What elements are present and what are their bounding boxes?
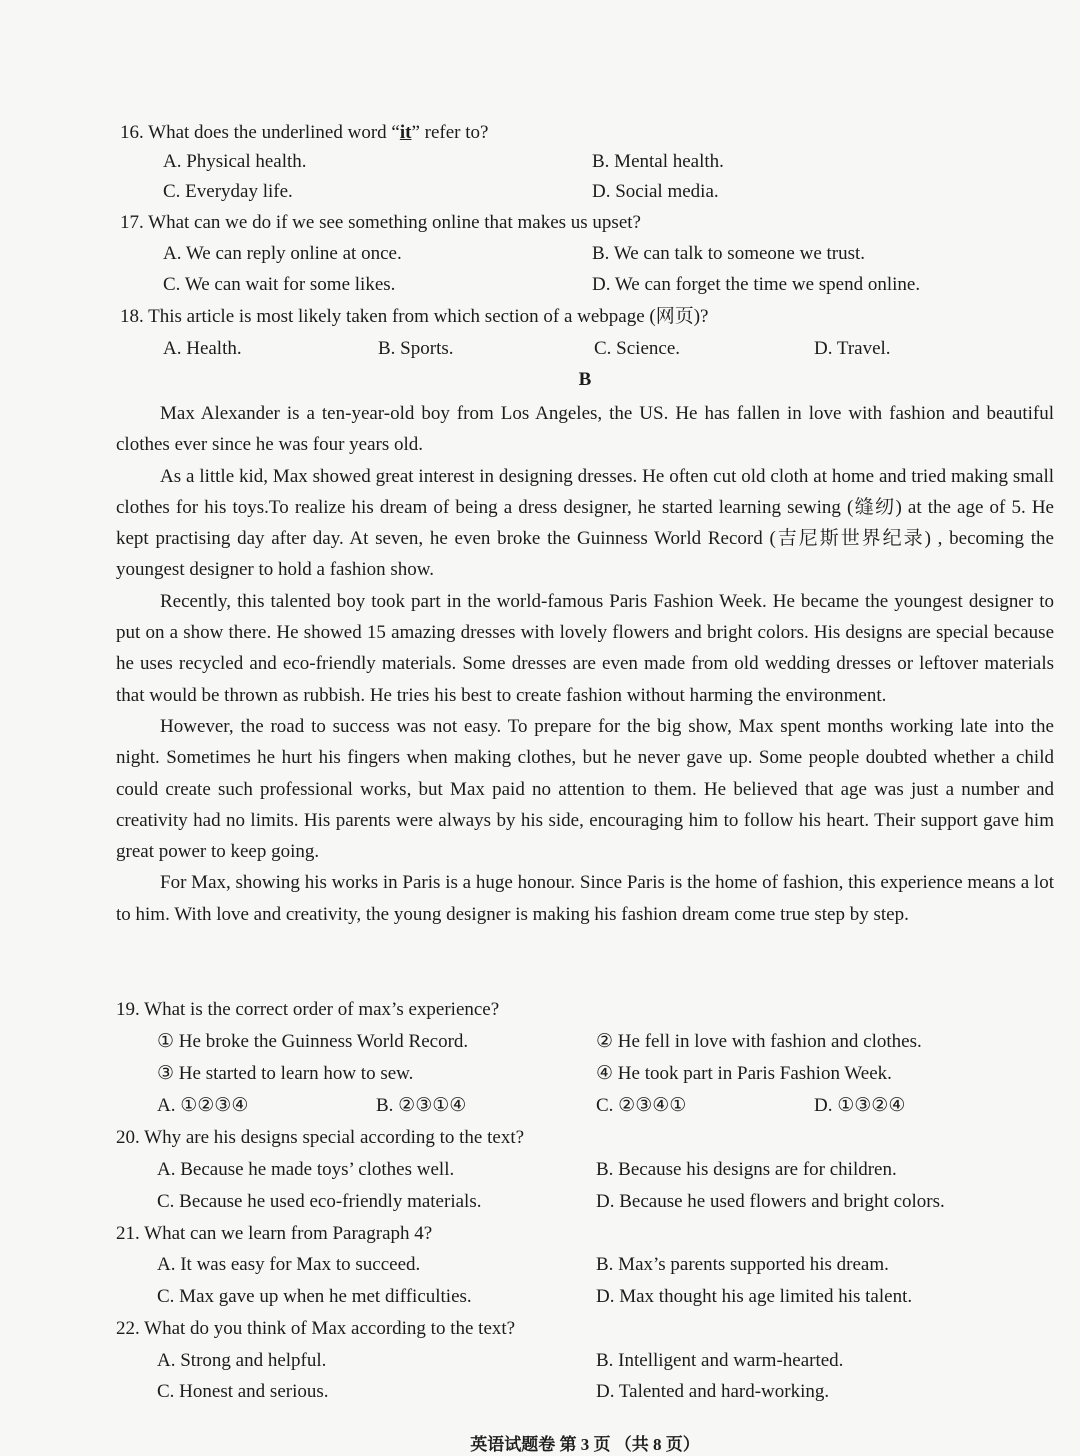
question-18-option-d: D. Travel. bbox=[814, 338, 891, 359]
question-19-event-2: ② He fell in love with fashion and clothes. bbox=[596, 1031, 922, 1052]
passage-paragraph-3: Recently, this talented boy took part in the world-famous Paris Fashion Week. He became the youngest designer to put on a show there. He showed 15 amazing dresses with lovely flowers and bright colors. His designs are special because he uses recycled and eco-friendly materials. Some dresses are even made from old wedding dresses or leftover materials that would be thrown as rubbish. He tries his best to create fashion without harming the environment. bbox=[116, 590, 1054, 706]
question-20-stem: 20. Why are his designs special according to the text? bbox=[116, 1127, 525, 1148]
question-22-option-c: C. Honest and serious. bbox=[157, 1381, 329, 1402]
question-16-option-d: D. Social media. bbox=[592, 181, 719, 202]
question-16-option-c: C. Everyday life. bbox=[163, 181, 293, 202]
question-18-option-a: A. Health. bbox=[163, 338, 242, 359]
section-b-heading: B bbox=[578, 369, 592, 390]
question-18-option-c: C. Science. bbox=[594, 338, 681, 359]
question-16-option-a: A. Physical health. bbox=[163, 151, 307, 172]
question-20-option-b: B. Because his designs are for children. bbox=[596, 1159, 897, 1180]
question-20-option-a: A. Because he made toys’ clothes well. bbox=[157, 1159, 455, 1180]
page-footer: 英语试题卷 第 3 页 （共 8 页） bbox=[470, 1435, 700, 1454]
question-22-option-b: B. Intelligent and warm-hearted. bbox=[596, 1350, 844, 1371]
question-19-option-a: A. ①②③④ bbox=[157, 1095, 249, 1116]
question-17-option-b: B. We can talk to someone we trust. bbox=[592, 243, 866, 264]
question-21-option-a: A. It was easy for Max to succeed. bbox=[157, 1254, 421, 1275]
question-21-stem: 21. What can we learn from Paragraph 4? bbox=[116, 1223, 433, 1244]
question-19-event-3: ③ He started to learn how to sew. bbox=[157, 1063, 414, 1084]
question-19-event-4: ④ He took part in Paris Fashion Week. bbox=[596, 1063, 892, 1084]
question-17-stem: 17. What can we do if we see something online that makes us upset? bbox=[120, 212, 641, 233]
question-17-option-a: A. We can reply online at once. bbox=[163, 243, 402, 264]
underlined-word: it bbox=[399, 122, 412, 143]
passage-paragraph-5: For Max, showing his works in Paris is a huge honour. Since Paris is the home of fashion, this experience means a lot to him. With love and creativity, the young designer is making his fashion dream come true step by step. bbox=[116, 872, 1054, 925]
question-18-option-b: B. Sports. bbox=[378, 338, 454, 359]
passage-paragraph-1: Max Alexander is a ten-year-old boy from Los Angeles, the US. He has fallen in love with fashion and beautiful clothes ever since he was four years old. bbox=[116, 403, 1054, 456]
question-19-option-d: D. ①③②④ bbox=[814, 1095, 906, 1116]
question-22-option-d: D. Talented and hard-working. bbox=[596, 1381, 830, 1402]
question-20-option-d: D. Because he used flowers and bright colors. bbox=[596, 1191, 945, 1212]
question-20-option-c: C. Because he used eco-friendly materials. bbox=[157, 1191, 482, 1212]
passage-paragraph-4: However, the road to success was not easy. To prepare for the big show, Max spent months working late into the night. Sometimes he hurt his fingers when making clothes, but he never gave up. Some people doubted whether a child could create such professional works, but Max paid no attention to them. He believed that age was just a number and creativity had no limits. His parents were always by his side, encouraging him to follow his heart. Their support gave him great power to keep going. bbox=[116, 715, 1054, 863]
question-19-option-c: C. ②③④① bbox=[596, 1095, 687, 1116]
passage-paragraph-2: As a little kid, Max showed great interest in designing dresses. He often cut old cloth at home and tried making small clothes for his toys.To realize his dream of being a dress designer, he started learning sewing (缝纫) at the age of 5. He kept practising day after day. At seven, he even broke the Guinness World Record (吉尼斯世界纪录) , becoming the youngest designer to hold a fashion show. bbox=[116, 465, 1054, 581]
question-21-option-d: D. Max thought his age limited his talent. bbox=[596, 1286, 913, 1307]
question-17-option-c: C. We can wait for some likes. bbox=[163, 274, 396, 295]
question-22-option-a: A. Strong and helpful. bbox=[157, 1350, 327, 1371]
question-19-option-b: B. ②③①④ bbox=[376, 1095, 467, 1116]
question-16-option-b: B. Mental health. bbox=[592, 151, 724, 172]
question-19-event-1: ① He broke the Guinness World Record. bbox=[157, 1031, 469, 1052]
question-22-stem: 22. What do you think of Max according to the text? bbox=[116, 1318, 516, 1339]
question-16-stem-start: 16. What does the underlined word “ bbox=[120, 122, 400, 143]
question-16-stem-end: ” refer to? bbox=[411, 122, 489, 143]
question-19-stem: 19. What is the correct order of max’s experience? bbox=[116, 999, 500, 1020]
reading-passage bbox=[116, 398, 1054, 930]
question-21-option-c: C. Max gave up when he met difficulties. bbox=[157, 1286, 472, 1307]
question-21-option-b: B. Max’s parents supported his dream. bbox=[596, 1254, 889, 1275]
question-17-option-d: D. We can forget the time we spend online. bbox=[592, 274, 921, 295]
question-16-stem bbox=[120, 121, 488, 145]
question-18-stem: 18. This article is most likely taken from which section of a webpage (网页)? bbox=[120, 306, 709, 327]
